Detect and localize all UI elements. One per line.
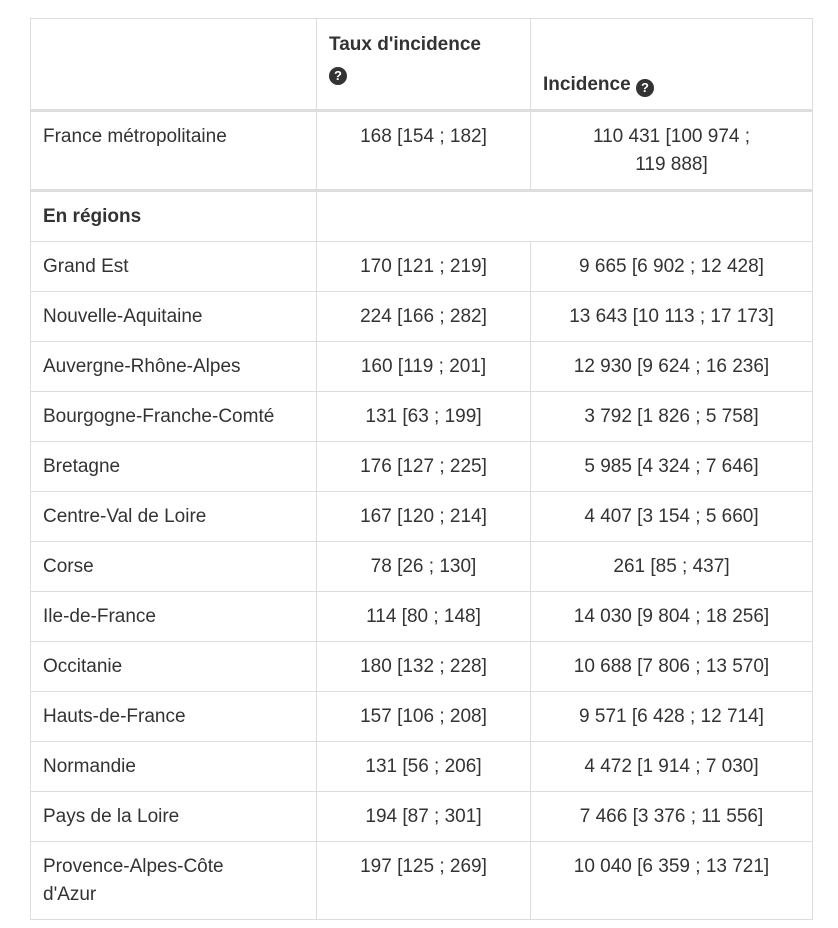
region-name: Ile-de-France bbox=[31, 592, 317, 642]
table-row bbox=[31, 592, 813, 642]
table-row bbox=[31, 292, 813, 342]
section-label: En régions bbox=[31, 191, 317, 242]
header-incidence bbox=[531, 19, 813, 111]
incidence-value: 14 030 [9 804 ; 18 256] bbox=[531, 592, 813, 642]
region-name: France métropolitaine bbox=[31, 111, 317, 191]
taux-value: 170 [121 ; 219] bbox=[317, 242, 531, 292]
region-name: Bretagne bbox=[31, 442, 317, 492]
taux-value: 160 [119 ; 201] bbox=[317, 342, 531, 392]
table-row bbox=[31, 342, 813, 392]
taux-value: 131 [56 ; 206] bbox=[317, 742, 531, 792]
header-incidence-label: Incidence bbox=[543, 74, 631, 95]
table-row bbox=[31, 742, 813, 792]
region-name: Hauts-de-France bbox=[31, 692, 317, 742]
region-name: Pays de la Loire bbox=[31, 792, 317, 842]
table-row bbox=[31, 692, 813, 742]
incidence-value: 10 040 [6 359 ; 13 721] bbox=[531, 842, 813, 920]
incidence-value: 5 985 [4 324 ; 7 646] bbox=[531, 442, 813, 492]
incidence-value: 4 472 [1 914 ; 7 030] bbox=[531, 742, 813, 792]
incidence-value-line1: 110 431 [100 974 ; bbox=[592, 126, 751, 147]
region-name: Occitanie bbox=[31, 642, 317, 692]
taux-value: 180 [132 ; 228] bbox=[317, 642, 531, 692]
taux-value: 167 [120 ; 214] bbox=[317, 492, 531, 542]
region-name: Normandie bbox=[31, 742, 317, 792]
table-row bbox=[31, 392, 813, 442]
question-circle-icon[interactable]: ? bbox=[329, 67, 347, 85]
region-name: Bourgogne-Franche-Comté bbox=[31, 392, 317, 442]
incidence-value: 261 [85 ; 437] bbox=[531, 542, 813, 592]
taux-value: 168 [154 ; 182] bbox=[317, 111, 531, 191]
incidence-value: 10 688 [7 806 ; 13 570] bbox=[531, 642, 813, 692]
incidence-value: 9 571 [6 428 ; 12 714] bbox=[531, 692, 813, 742]
region-name bbox=[31, 842, 317, 920]
region-name: Centre-Val de Loire bbox=[31, 492, 317, 542]
table-row-national bbox=[31, 111, 813, 191]
taux-value: 157 [106 ; 208] bbox=[317, 692, 531, 742]
section-row bbox=[31, 191, 813, 242]
region-name: Grand Est bbox=[31, 242, 317, 292]
table-row bbox=[31, 542, 813, 592]
taux-value: 114 [80 ; 148] bbox=[317, 592, 531, 642]
taux-value: 176 [127 ; 225] bbox=[317, 442, 531, 492]
region-name: Nouvelle-Aquitaine bbox=[31, 292, 317, 342]
incidence-value: 3 792 [1 826 ; 5 758] bbox=[531, 392, 813, 442]
header-taux-label: Taux d'incidence bbox=[329, 34, 481, 55]
taux-value: 224 [166 ; 282] bbox=[317, 292, 531, 342]
region-name-line2: d'Azur bbox=[43, 884, 97, 905]
header-taux-incidence bbox=[317, 19, 531, 111]
region-name: Auvergne-Rhône-Alpes bbox=[31, 342, 317, 392]
section-empty-cell bbox=[317, 191, 813, 242]
table-row bbox=[31, 842, 813, 920]
taux-value: 78 [26 ; 130] bbox=[317, 542, 531, 592]
incidence-value: 7 466 [3 376 ; 11 556] bbox=[531, 792, 813, 842]
incidence-value: 13 643 [10 113 ; 17 173] bbox=[531, 292, 813, 342]
taux-value: 131 [63 ; 199] bbox=[317, 392, 531, 442]
incidence-value: 12 930 [9 624 ; 16 236] bbox=[531, 342, 813, 392]
table-row bbox=[31, 442, 813, 492]
table-row bbox=[31, 792, 813, 842]
table-header-row bbox=[31, 19, 813, 111]
table-row bbox=[31, 492, 813, 542]
taux-value: 197 [125 ; 269] bbox=[317, 842, 531, 920]
table-row bbox=[31, 242, 813, 292]
incidence-table-container bbox=[30, 18, 812, 920]
taux-value: 194 [87 ; 301] bbox=[317, 792, 531, 842]
table-row bbox=[31, 642, 813, 692]
region-name: Corse bbox=[31, 542, 317, 592]
question-circle-icon[interactable]: ? bbox=[636, 79, 654, 97]
incidence-table bbox=[30, 18, 813, 920]
incidence-value: 9 665 [6 902 ; 12 428] bbox=[531, 242, 813, 292]
header-region bbox=[31, 19, 317, 111]
region-name-line1: Provence-Alpes-Côte bbox=[43, 856, 224, 877]
incidence-value-line2: 119 888] bbox=[635, 154, 708, 175]
incidence-value bbox=[531, 111, 813, 191]
incidence-value: 4 407 [3 154 ; 5 660] bbox=[531, 492, 813, 542]
